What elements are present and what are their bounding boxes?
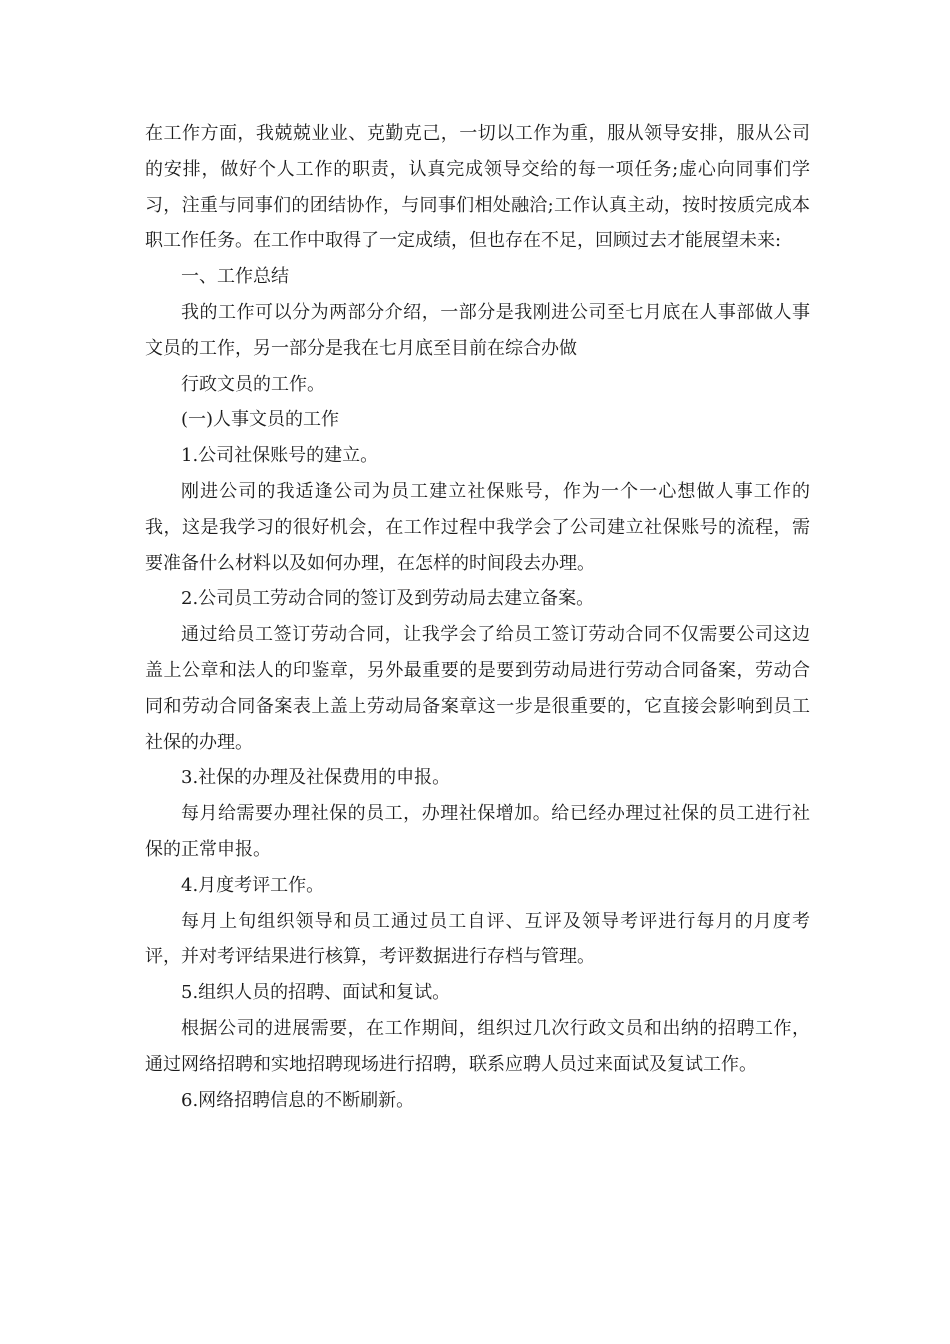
item-body-1: 刚进公司的我适逢公司为员工建立社保账号，作为一个一心想做人事工作的我，这是我学习的很好机会，在工作过程中我学会了公司建立社保账号的流程，需要准备什么材料以及如何办理，在怎样的时间段去办理。	[145, 480, 810, 574]
item-heading-4: 4.月度考评工作。	[181, 874, 325, 896]
item-heading-5: 5.组织人员的招聘、面试和复试。	[181, 982, 451, 1004]
item-heading-1: 1.公司社保账号的建立。	[181, 445, 379, 467]
item-heading-2: 2.公司员工劳动合同的签订及到劳动局去建立备案。	[181, 588, 595, 610]
item-heading-3: 3.社保的办理及社保费用的申报。	[181, 767, 451, 789]
item-heading-6: 6.网络招聘信息的不断刷新。	[181, 1089, 415, 1111]
paragraph-intro: 在工作方面，我兢兢业业、克勤克己，一切以工作为重，服从领导安排，服从公司的安排，做好个人工作的职责，认真完成领导交给的每一项任务;虚心向同事们学习，注重与同事们的团结协作，与同事们相处融洽;工作认真主动，按时按质完成本职工作任务。在工作中取得了一定成绩，但也存在不足，回顾过去才能展望未来:	[145, 123, 810, 252]
paragraph-work-parts: 我的工作可以分为两部分介绍，一部分是我刚进公司至七月底在人事部做人事文员的工作，另一部分是我在七月底至目前在综合办做	[145, 301, 810, 359]
subsection-heading-hr-clerk: (一)人事文员的工作	[181, 409, 340, 431]
document-body	[145, 116, 810, 1118]
section-heading-work-summary: 一、工作总结	[181, 266, 289, 288]
item-body-3: 每月给需要办理社保的员工，办理社保增加。给已经办理过社保的员工进行社保的正常申报。	[145, 803, 810, 860]
item-body-5: 根据公司的进展需要，在工作期间，组织过几次行政文员和出纳的招聘工作，通过网络招聘和实地招聘现场进行招聘，联系应聘人员过来面试及复试工作。	[145, 1017, 810, 1075]
item-body-2: 通过给员工签订劳动合同，让我学会了给员工签订劳动合同不仅需要公司这边盖上公章和法人的印鉴章，另外最重要的是要到劳动局进行劳动合同备案，劳动合同和劳动合同备案表上盖上劳动局备案章这一步是很重要的，它直接会影响到员工社保的办理。	[145, 624, 810, 753]
item-body-4: 每月上旬组织领导和员工通过员工自评、互评及领导考评进行每月的月度考评，并对考评结果进行核算，考评数据进行存档与管理。	[145, 910, 810, 968]
paragraph-admin-clerk: 行政文员的工作。	[181, 373, 325, 395]
